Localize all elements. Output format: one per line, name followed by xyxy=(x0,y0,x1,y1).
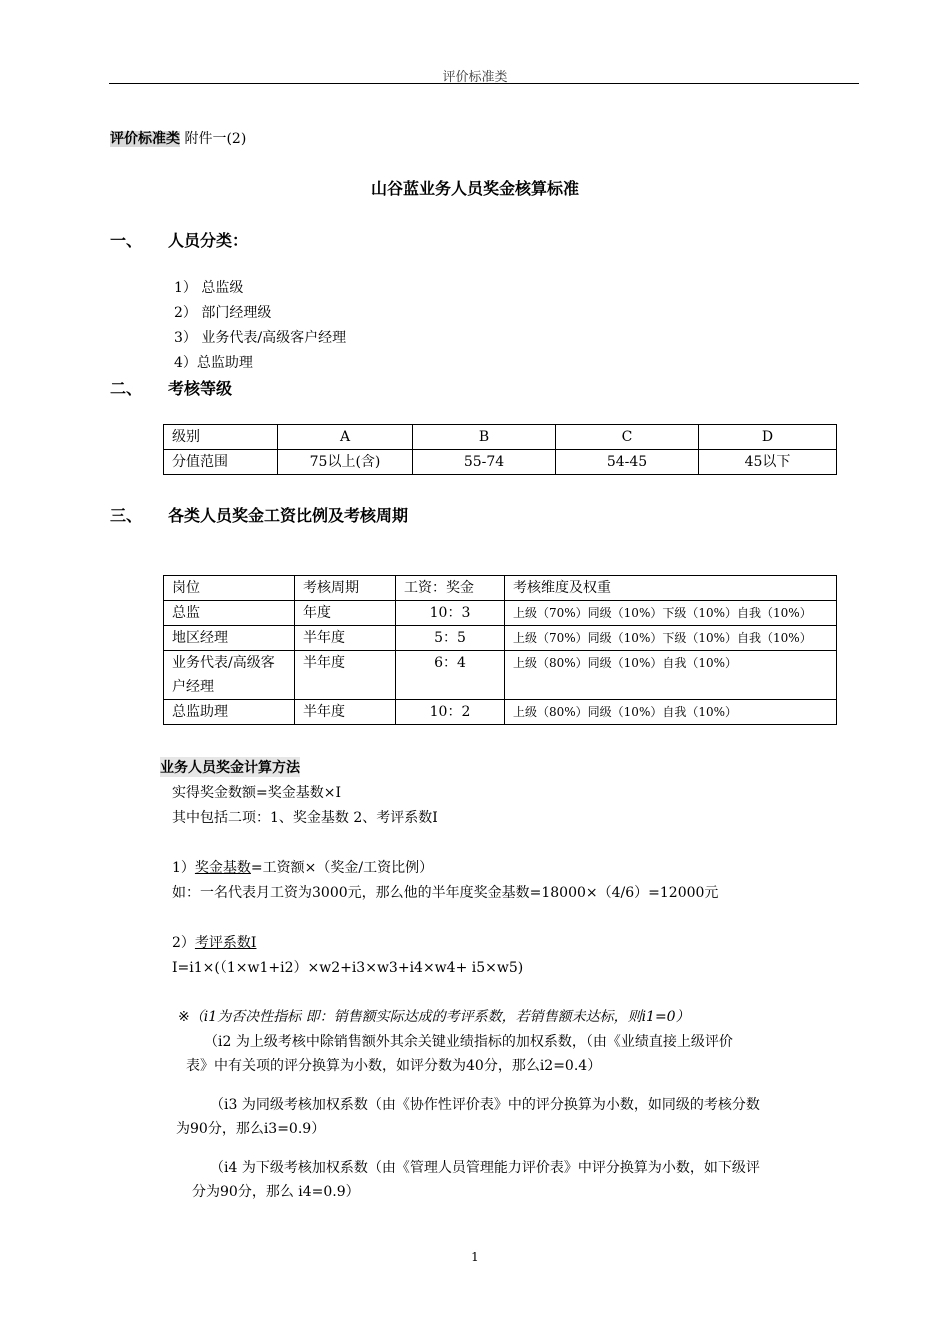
table-cell: 地区经理 xyxy=(164,626,295,651)
table-cell: 75以上(含) xyxy=(278,450,413,475)
section-title: 考核等级 xyxy=(168,379,233,398)
table-cell: 年度 xyxy=(295,601,396,626)
table-cell: 上级（80%）同级（10%）自我（10%） xyxy=(505,651,837,700)
table-cell: 半年度 xyxy=(295,700,396,725)
section-title: 人员分类： xyxy=(168,231,249,250)
header-rule xyxy=(109,83,859,84)
table-row xyxy=(164,601,837,626)
table-cell: 级别 xyxy=(164,425,278,450)
table-cell: 总监助理 xyxy=(164,700,295,725)
coefficient-formula: I=i1×(（1×w1+i2）×w2+i3×w3+i4×w4+ i5×w5) xyxy=(172,960,524,976)
table-cell: D xyxy=(699,425,837,450)
table-cell: 54-45 xyxy=(556,450,699,475)
table-row xyxy=(164,700,837,725)
table-row xyxy=(164,626,837,651)
table-cell: B xyxy=(413,425,556,450)
section-number: 一、 xyxy=(110,231,143,250)
note-i2-line1: （i2 为上级考核中除销售额外其余关键业绩指标的加权系数，（由《业绩直接上级评价 xyxy=(204,1034,733,1050)
bonus-base-label: 奖金基数 xyxy=(194,860,251,876)
table-cell: A xyxy=(278,425,413,450)
bonus-ratio-table xyxy=(163,575,837,725)
includes-text: 其中包括二项：1、奖金基数 2、考评系数Ⅰ xyxy=(172,810,438,826)
table-cell: 上级（70%）同级（10%）下级（10%）自我（10%） xyxy=(505,626,837,651)
grade-table xyxy=(163,424,837,475)
note-i1 xyxy=(178,1006,690,1026)
item-number: 2） xyxy=(172,935,195,951)
page-number: 1 xyxy=(471,1250,479,1264)
table-cell: 考核周期 xyxy=(295,576,396,601)
table-cell: 5：5 xyxy=(396,626,505,651)
example-text: 如：一名代表月工资为3000元，那么他的半年度奖金基数=18000×（4/6）=12000元 xyxy=(172,885,719,901)
table-row xyxy=(164,651,837,700)
table-cell: C xyxy=(556,425,699,450)
item-number: 1） xyxy=(172,860,195,876)
list-item: 1） 总监级 xyxy=(174,280,244,296)
table-row xyxy=(164,450,837,475)
method-heading: 业务人员奖金计算方法 xyxy=(160,757,300,777)
reference-mark: ※ xyxy=(178,1009,190,1025)
coefficient-line xyxy=(172,932,256,952)
table-row xyxy=(164,425,837,450)
doc-tag xyxy=(110,128,246,148)
table-cell: 业务代表/高级客户经理 xyxy=(164,651,295,700)
coefficient-label: 考评系数Ⅰ xyxy=(194,935,257,951)
table-cell: 6：4 xyxy=(396,651,505,700)
note-i3-line2: 为90分，那么i3=0.9） xyxy=(176,1121,326,1137)
note-i4-line1: （i4 为下级考核加权系数（由《管理人员管理能力评价表》中评分换算为小数，如下级评 xyxy=(210,1160,760,1176)
table-cell: 总监 xyxy=(164,601,295,626)
note-i2-line2: 表》中有关项的评分换算为小数，如评分数为40分，那么i2=0.4） xyxy=(186,1058,602,1074)
document-title: 山谷蓝业务人员奖金核算标准 xyxy=(370,179,579,198)
section-number: 二、 xyxy=(110,379,143,398)
table-cell: 半年度 xyxy=(295,626,396,651)
section-title: 各类人员奖金工资比例及考核周期 xyxy=(168,506,409,525)
table-cell: 分值范围 xyxy=(164,450,278,475)
table-cell: 10：2 xyxy=(396,700,505,725)
bonus-base-definition: =工资额×（奖金/工资比例） xyxy=(250,860,434,876)
table-cell: 上级（70%）同级（10%）下级（10%）自我（10%） xyxy=(505,601,837,626)
table-cell: 岗位 xyxy=(164,576,295,601)
running-header: 评价标准类 xyxy=(442,70,508,85)
tag-highlight: 评价标准类 xyxy=(110,131,180,147)
section-number: 三、 xyxy=(110,506,143,525)
table-cell: 上级（80%）同级（10%）自我（10%） xyxy=(505,700,837,725)
table-cell: 考核维度及权重 xyxy=(505,576,837,601)
list-item: 3） 业务代表/高级客户经理 xyxy=(174,330,347,346)
table-cell: 10：3 xyxy=(396,601,505,626)
list-item: 4）总监助理 xyxy=(174,355,253,371)
note-i3-line1: （i3 为同级考核加权系数（由《协作性评价表》中的评分换算为小数，如同级的考核分数 xyxy=(210,1097,760,1113)
bonus-formula: 实得奖金数额=奖金基数×I xyxy=(172,785,341,801)
tag-rest: 附件一(2) xyxy=(180,131,247,147)
table-row xyxy=(164,576,837,601)
note-i4-line2: 分为90分，那么 i4=0.9） xyxy=(192,1184,360,1200)
table-cell: 半年度 xyxy=(295,651,396,700)
bonus-base-line xyxy=(172,857,433,877)
note-i1-text: （i1为否决性指标 即：销售额实际达成的考评系数，若销售额未达标，则i1=0） xyxy=(189,1009,690,1025)
list-item: 2） 部门经理级 xyxy=(174,305,272,321)
table-cell: 工资：奖金 xyxy=(396,576,505,601)
table-cell: 45以下 xyxy=(699,450,837,475)
table-cell: 55-74 xyxy=(413,450,556,475)
